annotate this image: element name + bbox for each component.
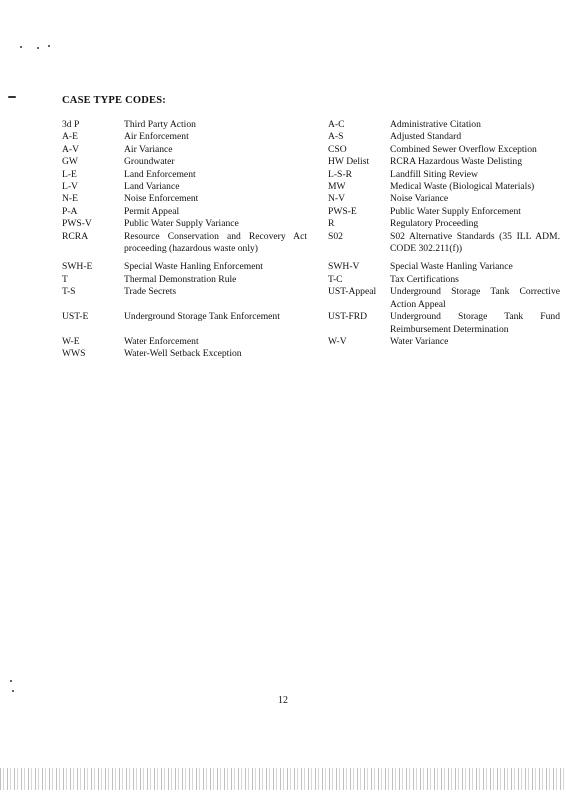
case-description: Adjusted Standard bbox=[390, 131, 462, 143]
case-description: Water-Well Setback Exception bbox=[124, 348, 242, 360]
case-description: Combined Sewer Overflow Exception bbox=[390, 143, 537, 155]
case-code: A-C bbox=[328, 119, 345, 130]
case-code: A-V bbox=[62, 143, 80, 155]
case-code: R bbox=[328, 218, 335, 230]
left-codes-column bbox=[62, 119, 307, 361]
case-code: L-E bbox=[62, 168, 77, 180]
code-row bbox=[62, 206, 307, 218]
case-description: Special Waste Hanling Variance bbox=[390, 261, 513, 273]
code-row bbox=[62, 131, 307, 143]
case-code: GW bbox=[62, 156, 78, 168]
case-description: RCRA Hazardous Waste Delisting bbox=[390, 156, 523, 168]
scan-speck bbox=[12, 690, 14, 692]
case-code: L-V bbox=[62, 181, 78, 193]
case-description: Tax Certifications bbox=[390, 273, 459, 285]
code-row bbox=[328, 131, 560, 143]
code-row bbox=[328, 156, 560, 168]
case-code: PWS-E bbox=[328, 205, 357, 217]
scan-speck bbox=[48, 45, 50, 47]
code-row bbox=[328, 169, 560, 181]
code-row bbox=[62, 119, 307, 131]
case-description: Permit Appeal bbox=[124, 205, 180, 217]
row-spacer bbox=[62, 323, 307, 335]
case-code: P-A bbox=[62, 205, 78, 217]
code-row bbox=[62, 348, 307, 360]
case-description: Resource Conservation and Recovery Act proceeding (hazardous waste only) bbox=[124, 230, 307, 255]
code-row bbox=[328, 286, 560, 311]
case-code: RCRA bbox=[62, 230, 89, 242]
code-row bbox=[62, 181, 307, 193]
case-code: PWS-V bbox=[62, 218, 92, 230]
case-code: MW bbox=[328, 181, 346, 193]
code-row bbox=[328, 144, 560, 156]
case-description: Landfill Siting Review bbox=[390, 168, 478, 180]
case-code: WWS bbox=[62, 348, 86, 360]
case-code: T bbox=[62, 273, 68, 285]
case-code: W-E bbox=[62, 335, 80, 347]
code-row bbox=[328, 218, 560, 230]
case-description: Underground Storage Tank Enforcement bbox=[124, 311, 280, 323]
code-row bbox=[328, 119, 560, 131]
case-description: Underground Storage Tank Corrective Action Appeal bbox=[390, 286, 560, 310]
code-row bbox=[328, 181, 560, 193]
case-code: SWH-E bbox=[62, 261, 93, 273]
code-row bbox=[62, 156, 307, 168]
case-code: L-S-R bbox=[328, 168, 352, 180]
scan-speck bbox=[37, 47, 39, 49]
code-row bbox=[62, 274, 307, 286]
case-code: UST-E bbox=[62, 311, 89, 323]
code-row bbox=[62, 261, 307, 273]
case-description: Regulatory Proceeding bbox=[390, 218, 479, 230]
code-row bbox=[62, 218, 307, 230]
case-description: Thermal Demonstration Rule bbox=[124, 273, 237, 285]
case-description: Public Water Supply Variance bbox=[124, 218, 239, 230]
case-code: N-E bbox=[62, 193, 78, 205]
row-spacer bbox=[62, 299, 307, 311]
case-description: Trade Secrets bbox=[124, 286, 177, 298]
case-description: Water Variance bbox=[390, 335, 449, 347]
case-description: Groundwater bbox=[124, 156, 175, 168]
case-description: Third Party Action bbox=[124, 119, 196, 130]
case-code: UST-FRD bbox=[328, 311, 368, 323]
case-code: W-V bbox=[328, 335, 347, 347]
case-code: N-V bbox=[328, 193, 346, 205]
case-description: Land Variance bbox=[124, 181, 180, 193]
case-description: Administrative Citation bbox=[390, 119, 481, 130]
case-description: Air Enforcement bbox=[124, 131, 189, 143]
code-row bbox=[62, 231, 307, 256]
case-description: Special Waste Hanling Enforcement bbox=[124, 261, 263, 273]
code-row bbox=[328, 261, 560, 273]
case-description: Air Variance bbox=[124, 143, 173, 155]
code-row bbox=[62, 311, 307, 323]
code-row bbox=[328, 336, 560, 348]
code-row bbox=[328, 231, 560, 256]
case-code: T-S bbox=[62, 286, 76, 298]
code-row bbox=[62, 286, 307, 298]
right-codes-column bbox=[328, 119, 560, 348]
scan-speck bbox=[10, 680, 12, 682]
code-row bbox=[328, 274, 560, 286]
scan-noise-strip bbox=[0, 768, 566, 790]
case-description: Underground Storage Tank Fund Reimbursement Determination bbox=[390, 311, 560, 335]
case-description: Water Enforcement bbox=[124, 335, 199, 347]
code-row bbox=[328, 206, 560, 218]
case-description: Public Water Supply Enforcement bbox=[390, 205, 521, 217]
code-row bbox=[328, 311, 560, 336]
code-row bbox=[62, 336, 307, 348]
code-row bbox=[62, 193, 307, 205]
page-number: 12 bbox=[278, 695, 288, 706]
scan-speck bbox=[20, 46, 22, 48]
case-description: Land Enforcement bbox=[124, 168, 196, 180]
case-description: Noise Enforcement bbox=[124, 193, 199, 205]
code-row bbox=[62, 144, 307, 156]
case-description: S02 Alternative Standards (35 ILL ADM. CODE 302.211(f)) bbox=[390, 230, 560, 255]
case-type-codes-heading: CASE TYPE CODES: bbox=[62, 95, 166, 106]
case-code: S02 bbox=[328, 230, 343, 242]
case-description: Noise Variance bbox=[390, 193, 449, 205]
case-code: SWH-V bbox=[328, 261, 360, 273]
case-code: CSO bbox=[328, 143, 347, 155]
code-row bbox=[328, 193, 560, 205]
code-row bbox=[62, 169, 307, 181]
scan-speck bbox=[8, 96, 16, 98]
case-code: A-E bbox=[62, 131, 78, 143]
case-code: HW Delist bbox=[328, 156, 370, 168]
case-code: UST-Appeal bbox=[328, 286, 377, 298]
case-code: 3d P bbox=[62, 119, 80, 130]
case-code: A-S bbox=[328, 131, 344, 143]
case-code: T-C bbox=[328, 273, 343, 285]
case-description: Medical Waste (Biological Materials) bbox=[390, 181, 535, 193]
